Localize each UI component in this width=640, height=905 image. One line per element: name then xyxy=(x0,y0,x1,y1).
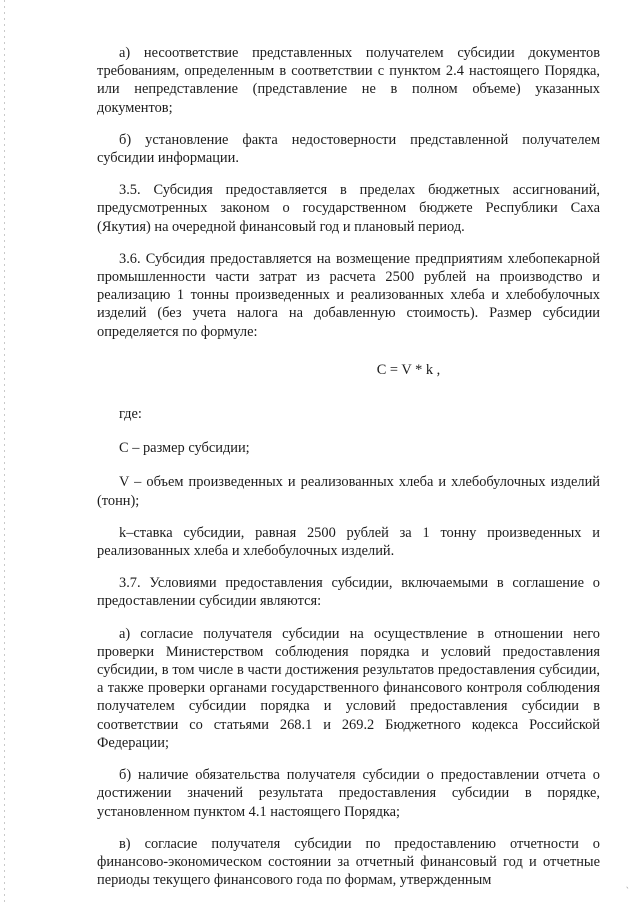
paragraph-3-7: 3.7. Условиями предоставления субсидии, включаемыми в соглашение о предоставлении субсидии являются: xyxy=(97,575,600,610)
definition-c: С – размер субсидии; xyxy=(119,440,250,457)
paragraph-3-7-a: а) согласие получателя субсидии на осуществление в отношении него проверки Министерством соблюдения порядка и условий предоставления субсидии, в том числе в части достижения результатов предоставления субсидии, а также проверки органами государственного финансового контроля соблюдения получателем субсидии порядка и условий предоставления субсидии в соответствии со статьями 268.1 и 269.2 Бюджетного кодекса Российской Федерации; xyxy=(97,625,600,751)
definition-k: k–ставка субсидии, равная 2500 рублей за 1 тонну произведенных и реализованных хлеба и хлебобулочных изделий. xyxy=(97,524,600,560)
paragraph-item-b: б) установление факта недостоверности представленной получателем субсидии информации. xyxy=(97,131,600,167)
paragraph-3-7-b: б) наличие обязательства получателя субсидии о предоставлении отчета о достижении значений результата предоставления субсидии в порядке, установленном пунктом 4.1 настоящего Порядка; xyxy=(97,767,600,820)
definition-v: V – объем произведенных и реализованных хлеба и хлебобулочных изделий (тонн); xyxy=(97,474,600,509)
formula: C = V * k , xyxy=(376,361,441,378)
paragraph-3-6: 3.6. Субсидия предоставляется на возмещение предприятиям хлебопекарной промышленности части затрат из расчета 2500 рублей на производство и реализацию 1 тонны произведенных и реализованных хлеба и хлебобулочных изделий (без учета налога на добавленную стоимость). Размер субсидии определяется по формуле: xyxy=(97,250,600,340)
paragraph-3-5: 3.5. Субсидия предоставляется в пределах бюджетных ассигнований, предусмотренных законом о государственном бюджете Республики Саха (Якутия) на очередной финансовый год и плановый период. xyxy=(97,182,600,235)
paragraph-item-a: а) несоответствие представленных получателем субсидии документов требованиям, определенным в соответствии с пунктом 2.4 настоящего Порядка, или непредставление (представление не в полном объеме) указанных документов; xyxy=(97,45,600,116)
paragraph-3-7-c: в) согласие получателя субсидии по предоставлению отчетности о финансово-экономическом состоянии за отчетный финансовый год и отчетные периоды текущего финансового года по формам, утвержденным xyxy=(97,835,600,889)
scan-edge-line xyxy=(4,0,5,905)
document-body xyxy=(97,44,600,903)
where-label: где: xyxy=(119,406,142,423)
